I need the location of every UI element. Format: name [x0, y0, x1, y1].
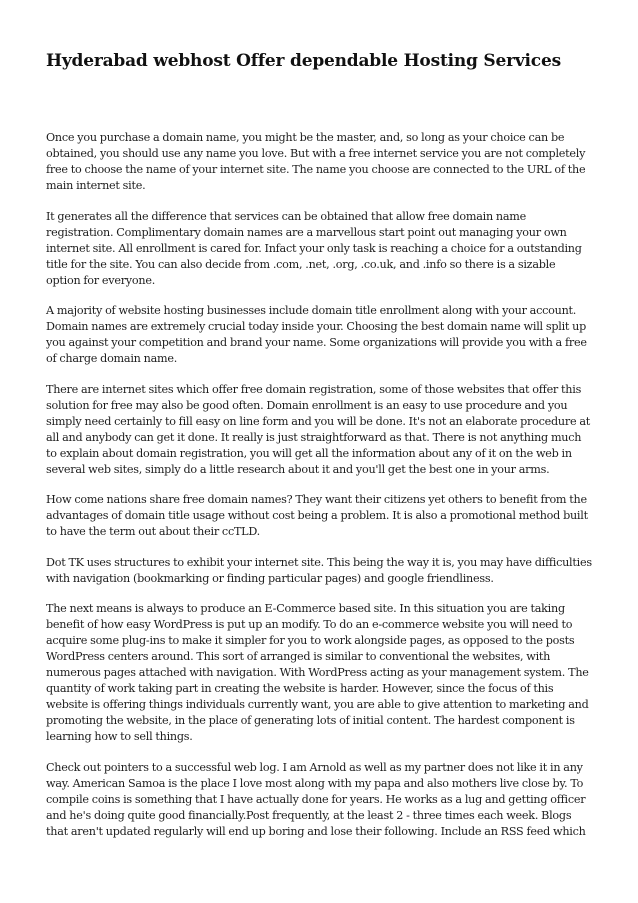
paragraph-7: The next means is always to produce an E-Commerce based site. In this situation you are taking benefit of how easy WordPress is put up an modify. To do an e-commerce website you will need to acquire some plug-ins to make it simpler for you to work alongside pages, as opposed to the posts WordPress centers around. This sort of arranged is similar to conventional the websites, with numerous pages attached with navigation. With WordPress acting as your management system. The quantity of work taking part in creating the website is harder. However, since the focus of this website is offering things individuals currently want, you are able to give attention to marketing and promoting the website, in the place of generating lots of initial content. The hardest component is learning how to sell things.	[46, 602, 589, 743]
paragraph-1: Once you purchase a domain name, you might be the master, and, so long as your choice can be obtained, you should use any name you love. But with a free internet service you are not completely free to choose the name of your internet site. The name you choose are connected to the URL of the main internet site.	[46, 131, 586, 192]
paragraph-4: There are internet sites which offer free domain registration, some of those websites that offer this solution for free may also be good often. Domain enrollment is an easy to use procedure and you simply need certainly to fill easy on line form and you will be done. It's not an elaborate procedure at all and anybody can get it done. It really is just straightforward as that. There is not anything much to explain about domain registration, you will get all the information about any of it on the web in several web sites, simply do a little research about it and you'll get the best one in your arms.	[46, 382, 591, 476]
paragraph-6: Dot TK uses structures to exhibit your internet site. This being the way it is, you may have difficulties with navigation (bookmarking or finding particular pages) and google friendliness.	[46, 555, 592, 585]
paragraph-8: Check out pointers to a successful web log. I am Arnold as well as my partner does not like it in any way. American Samoa is the place I love most along with my papa and also mothers live close by. To compile coins is something that I have actually done for years. He works as a lug and getting officer and he's doing quite good financially.Post frequently, at the least 2 - three times each week. Blogs that aren't updated regularly will end up boring and lose their following. Include an RSS feed which	[46, 760, 586, 838]
paragraph-3: A majority of website hosting businesses include domain title enrollment along with your account. Domain names are extremely crucial today inside your. Choosing the best domain name will split up you against your competition and brand your name. Some organizations will provide you with a free of charge domain name.	[46, 304, 587, 365]
paragraph-2: It generates all the difference that services can be obtained that allow free domain name registration. Complimentary domain names are a marvellous start point out managing your own internet site. All enrollment is cared for. Infact your only task is reaching a choice for a outstanding title for the site. You can also decide from .com, .net, .org, .co.uk, and .info so there is a sizable option for everyone.	[46, 209, 582, 287]
document-title: Hyderabad webhost Offer dependable Hosting Services	[46, 51, 561, 71]
document-body	[46, 130, 592, 854]
paragraph-5: How come nations share free domain names? They want their citizens yet others to benefit from the advantages of domain title usage without cost being a problem. It is also a promotional method built to have the term out about their ccTLD.	[46, 493, 588, 538]
